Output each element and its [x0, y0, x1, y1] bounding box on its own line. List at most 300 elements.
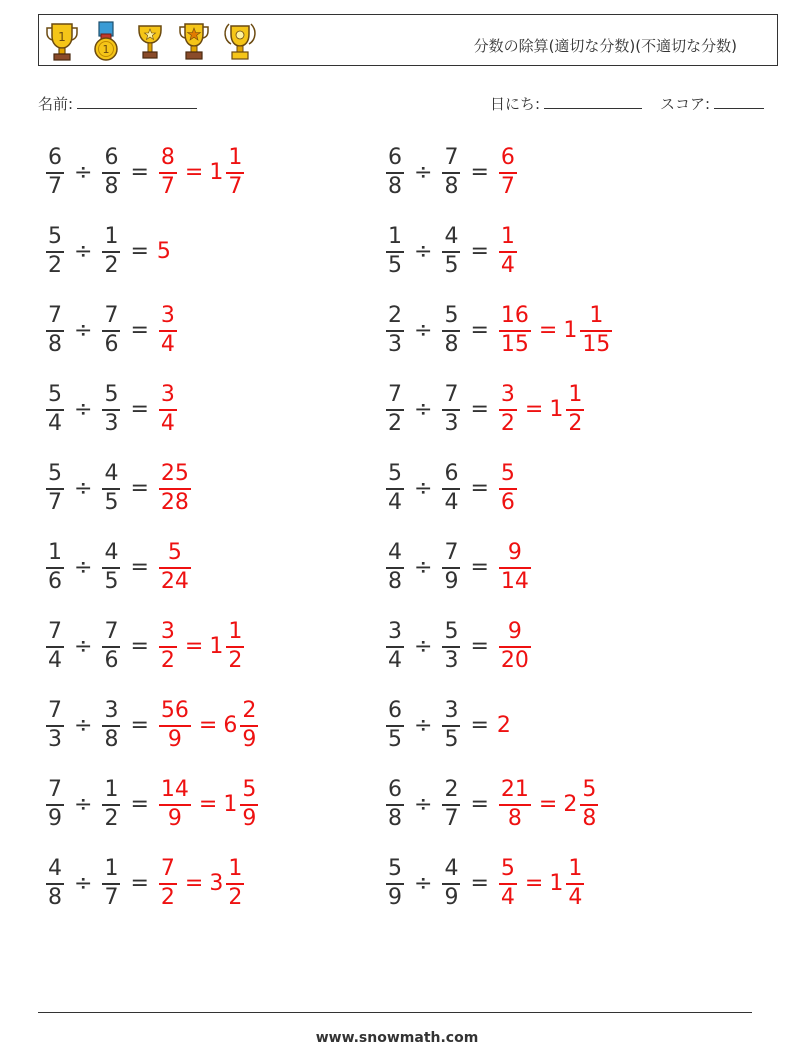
divisor-fraction [102, 700, 120, 751]
numerator: 7 [48, 303, 62, 328]
problem-item [384, 779, 600, 830]
mixed-fraction [580, 779, 598, 830]
numerator: 7 [388, 382, 402, 407]
denominator: 4 [444, 490, 459, 515]
numerator: 1 [589, 303, 604, 328]
equals-sign: = [130, 318, 149, 343]
denominator: 15 [582, 332, 611, 357]
problem-item [44, 384, 179, 435]
equals-sign: = [130, 713, 149, 738]
answer-equals-sign: = [184, 634, 204, 659]
problem-item [384, 858, 586, 909]
numerator: 6 [444, 461, 459, 486]
mixed-fraction [226, 621, 244, 672]
score-label: スコア: [660, 95, 711, 113]
problem-item [384, 463, 519, 514]
denominator: 8 [507, 806, 522, 831]
divide-sign: ÷ [414, 239, 433, 264]
numerator: 7 [48, 698, 62, 723]
denominator: 2 [48, 253, 62, 278]
answer [497, 542, 533, 593]
answer-fraction [499, 779, 531, 830]
divide-sign: ÷ [414, 397, 433, 422]
denominator: 2 [388, 411, 402, 436]
numerator: 7 [444, 540, 459, 565]
problem-item [384, 700, 512, 751]
denominator: 9 [167, 806, 182, 831]
problem-item [44, 700, 260, 751]
trophy-laurel-icon [221, 20, 259, 62]
divide-sign: ÷ [414, 871, 433, 896]
answer-fraction [499, 305, 531, 356]
denominator: 5 [104, 569, 119, 594]
numerator: 5 [48, 382, 62, 407]
problem-item [44, 305, 179, 356]
divisor-fraction [102, 384, 120, 435]
denominator: 6 [500, 490, 515, 515]
equals-sign: = [470, 160, 489, 185]
numerator: 3 [160, 303, 175, 328]
equals-sign: = [130, 160, 149, 185]
numerator: 5 [104, 382, 119, 407]
mixed-fraction [240, 779, 258, 830]
divisor-fraction [442, 305, 460, 356]
dividend-fraction [386, 305, 404, 356]
equals-sign: = [470, 555, 489, 580]
equals-sign: = [130, 634, 149, 659]
denominator: 4 [568, 885, 583, 910]
answer-fraction [159, 700, 191, 751]
numerator: 4 [388, 540, 402, 565]
divide-sign: ÷ [414, 318, 433, 343]
divisor-fraction [102, 463, 120, 514]
equals-sign: = [470, 318, 489, 343]
dividend-fraction [46, 542, 64, 593]
numerator: 5 [444, 303, 459, 328]
dividend-fraction [46, 305, 64, 356]
equals-sign: = [470, 792, 489, 817]
numerator: 56 [160, 698, 189, 723]
page-title: 分数の除算(適切な分数)(不適切な分数) [473, 37, 737, 55]
answer [497, 858, 586, 909]
denominator: 7 [444, 806, 459, 831]
divide-sign: ÷ [414, 792, 433, 817]
answer-fraction [159, 779, 191, 830]
numerator: 2 [388, 303, 402, 328]
date-field [490, 93, 642, 114]
mixed-whole: 1 [209, 634, 224, 659]
denominator: 4 [388, 648, 402, 673]
footer-url: www.snowmath.com [315, 1030, 479, 1046]
divide-sign: ÷ [74, 555, 93, 580]
numerator: 7 [444, 382, 459, 407]
equals-sign: = [130, 476, 149, 501]
denominator: 3 [444, 648, 459, 673]
numerator: 16 [500, 303, 529, 328]
numerator: 4 [444, 856, 459, 881]
answer-whole: 5 [156, 239, 171, 264]
denominator: 15 [500, 332, 529, 357]
medal-one-icon [89, 20, 123, 62]
answer [497, 713, 512, 738]
denominator: 4 [500, 885, 515, 910]
denominator: 5 [444, 727, 459, 752]
answer-fraction [159, 384, 177, 435]
score-blank[interactable] [714, 93, 764, 109]
numerator: 5 [500, 461, 515, 486]
numerator: 1 [500, 224, 515, 249]
denominator: 8 [444, 332, 459, 357]
numerator: 3 [444, 698, 459, 723]
divide-sign: ÷ [414, 634, 433, 659]
name-blank[interactable] [77, 93, 197, 109]
answer [497, 384, 586, 435]
svg-text:1: 1 [58, 30, 66, 44]
divisor-fraction [442, 779, 460, 830]
numerator: 2 [444, 777, 459, 802]
denominator: 6 [104, 648, 119, 673]
mixed-whole: 1 [549, 871, 564, 896]
divide-sign: ÷ [74, 634, 93, 659]
numerator: 14 [160, 777, 189, 802]
denominator: 5 [388, 253, 402, 278]
numerator: 8 [160, 145, 175, 170]
numerator: 7 [160, 856, 175, 881]
divide-sign: ÷ [414, 555, 433, 580]
answer [157, 621, 246, 672]
numerator: 1 [228, 145, 243, 170]
denominator: 7 [500, 174, 515, 199]
equals-sign: = [130, 239, 149, 264]
dividend-fraction [46, 621, 64, 672]
answer [497, 147, 519, 198]
mixed-whole: 1 [223, 792, 238, 817]
answer-fraction [159, 542, 191, 593]
divisor-fraction [442, 700, 460, 751]
problem-item [384, 621, 533, 672]
answer [157, 463, 193, 514]
dividend-fraction [386, 779, 404, 830]
answer-fraction [499, 858, 517, 909]
divisor-fraction [102, 779, 120, 830]
dividend-fraction [386, 700, 404, 751]
trophy-icons [45, 19, 269, 63]
numerator: 1 [104, 777, 119, 802]
denominator: 8 [48, 885, 62, 910]
denominator: 4 [48, 648, 62, 673]
answer-equals-sign: = [538, 792, 558, 817]
numerator: 5 [582, 777, 597, 802]
numerator: 4 [104, 540, 119, 565]
equals-sign: = [470, 397, 489, 422]
date-blank[interactable] [544, 93, 642, 109]
denominator: 9 [242, 806, 257, 831]
numerator: 4 [444, 224, 459, 249]
denominator: 9 [48, 806, 62, 831]
worksheet-header [38, 14, 778, 66]
dividend-fraction [386, 621, 404, 672]
answer-fraction [499, 147, 517, 198]
denominator: 9 [388, 885, 402, 910]
divisor-fraction [442, 542, 460, 593]
dividend-fraction [386, 463, 404, 514]
problem-item [44, 147, 246, 198]
answer [497, 226, 519, 277]
problem-item [44, 463, 193, 514]
name-field [38, 93, 197, 114]
answer [157, 147, 246, 198]
denominator: 9 [444, 569, 459, 594]
numerator: 7 [104, 619, 119, 644]
answer-fraction [159, 858, 177, 909]
answer-fraction [159, 463, 191, 514]
denominator: 4 [160, 332, 175, 357]
footer-divider [38, 1012, 752, 1013]
numerator: 9 [507, 619, 522, 644]
equals-sign: = [470, 713, 489, 738]
score-field [660, 93, 764, 114]
numerator: 3 [160, 619, 175, 644]
denominator: 4 [500, 253, 515, 278]
divide-sign: ÷ [74, 476, 93, 501]
numerator: 1 [568, 856, 583, 881]
denominator: 6 [104, 332, 119, 357]
dividend-fraction [46, 463, 64, 514]
numerator: 6 [104, 145, 119, 170]
denominator: 7 [228, 174, 243, 199]
denominator: 4 [48, 411, 62, 436]
divide-sign: ÷ [74, 397, 93, 422]
denominator: 2 [500, 411, 515, 436]
problem-item [384, 305, 614, 356]
date-label: 日にち: [490, 95, 541, 113]
numerator: 6 [388, 698, 402, 723]
denominator: 6 [48, 569, 62, 594]
denominator: 4 [160, 411, 175, 436]
divide-sign: ÷ [414, 160, 433, 185]
denominator: 3 [444, 411, 459, 436]
numerator: 1 [388, 224, 402, 249]
divisor-fraction [102, 226, 120, 277]
mixed-fraction [240, 700, 258, 751]
numerator: 1 [104, 856, 119, 881]
dividend-fraction [46, 384, 64, 435]
denominator: 9 [167, 727, 182, 752]
denominator: 9 [444, 885, 459, 910]
divide-sign: ÷ [74, 318, 93, 343]
divisor-fraction [442, 226, 460, 277]
dividend-fraction [46, 147, 64, 198]
numerator: 3 [500, 382, 515, 407]
mixed-whole: 1 [209, 160, 224, 185]
divisor-fraction [102, 542, 120, 593]
divisor-fraction [102, 147, 120, 198]
answer-equals-sign: = [184, 160, 204, 185]
divisor-fraction [102, 858, 120, 909]
divisor-fraction [442, 384, 460, 435]
mixed-whole: 3 [209, 871, 224, 896]
denominator: 8 [582, 806, 597, 831]
mixed-whole: 2 [563, 792, 578, 817]
denominator: 2 [104, 253, 119, 278]
answer-equals-sign: = [184, 871, 204, 896]
numerator: 1 [228, 619, 243, 644]
answer-fraction [499, 384, 517, 435]
numerator: 5 [242, 777, 257, 802]
denominator: 2 [160, 885, 175, 910]
answer-equals-sign: = [524, 871, 544, 896]
answer [157, 239, 172, 264]
dividend-fraction [386, 858, 404, 909]
answer-whole: 2 [496, 713, 511, 738]
answer-equals-sign: = [198, 713, 218, 738]
problem-item [384, 384, 586, 435]
numerator: 6 [388, 145, 402, 170]
divide-sign: ÷ [414, 713, 433, 738]
mixed-fraction [566, 384, 584, 435]
answer [157, 384, 179, 435]
answer [157, 305, 179, 356]
equals-sign: = [130, 397, 149, 422]
problem-item [44, 779, 260, 830]
denominator: 8 [444, 174, 459, 199]
numerator: 7 [48, 777, 62, 802]
equals-sign: = [470, 634, 489, 659]
trophy-star-small-icon [133, 20, 167, 62]
denominator: 2 [104, 806, 119, 831]
mixed-whole: 6 [223, 713, 238, 738]
denominator: 20 [500, 648, 529, 673]
problem-item [44, 858, 246, 909]
problem-item [384, 542, 533, 593]
denominator: 5 [104, 490, 119, 515]
divisor-fraction [102, 305, 120, 356]
dividend-fraction [386, 226, 404, 277]
numerator: 1 [228, 856, 243, 881]
equals-sign: = [130, 555, 149, 580]
denominator: 8 [48, 332, 62, 357]
denominator: 7 [48, 174, 62, 199]
denominator: 7 [104, 885, 119, 910]
answer-fraction [159, 305, 177, 356]
denominator: 8 [104, 174, 119, 199]
numerator: 5 [388, 856, 402, 881]
numerator: 25 [160, 461, 189, 486]
denominator: 2 [228, 885, 243, 910]
problem-item [384, 226, 519, 277]
divide-sign: ÷ [74, 160, 93, 185]
divide-sign: ÷ [74, 239, 93, 264]
answer-fraction [159, 147, 177, 198]
denominator: 5 [388, 727, 402, 752]
numerator: 21 [500, 777, 529, 802]
denominator: 8 [388, 174, 402, 199]
divisor-fraction [442, 858, 460, 909]
divide-sign: ÷ [74, 871, 93, 896]
dividend-fraction [386, 384, 404, 435]
numerator: 6 [48, 145, 62, 170]
divide-sign: ÷ [74, 792, 93, 817]
equals-sign: = [470, 871, 489, 896]
denominator: 3 [104, 411, 119, 436]
numerator: 6 [500, 145, 515, 170]
numerator: 5 [500, 856, 515, 881]
answer-equals-sign: = [198, 792, 218, 817]
denominator: 8 [388, 569, 402, 594]
divide-sign: ÷ [74, 713, 93, 738]
numerator: 7 [48, 619, 62, 644]
answer [157, 542, 193, 593]
answer [157, 779, 260, 830]
trophy-one-icon [45, 20, 79, 62]
dividend-fraction [386, 542, 404, 593]
answer [497, 779, 600, 830]
problem-item [44, 226, 172, 277]
denominator: 2 [228, 648, 243, 673]
denominator: 28 [160, 490, 189, 515]
denominator: 2 [160, 648, 175, 673]
divisor-fraction [102, 621, 120, 672]
divide-sign: ÷ [414, 476, 433, 501]
answer-fraction [499, 542, 531, 593]
numerator: 2 [242, 698, 257, 723]
problem-item [44, 542, 193, 593]
numerator: 4 [104, 461, 119, 486]
equals-sign: = [130, 871, 149, 896]
answer-fraction [499, 226, 517, 277]
mixed-fraction [566, 858, 584, 909]
numerator: 1 [104, 224, 119, 249]
dividend-fraction [386, 147, 404, 198]
dividend-fraction [46, 226, 64, 277]
denominator: 3 [48, 727, 62, 752]
numerator: 7 [444, 145, 459, 170]
answer-fraction [499, 463, 517, 514]
dividend-fraction [46, 700, 64, 751]
numerator: 7 [104, 303, 119, 328]
numerator: 5 [48, 461, 62, 486]
numerator: 3 [160, 382, 175, 407]
denominator: 8 [104, 727, 119, 752]
numerator: 5 [444, 619, 459, 644]
equals-sign: = [130, 792, 149, 817]
mixed-fraction [580, 305, 612, 356]
name-label: 名前: [38, 95, 74, 113]
numerator: 1 [568, 382, 583, 407]
numerator: 3 [388, 619, 402, 644]
dividend-fraction [46, 779, 64, 830]
answer [157, 700, 260, 751]
denominator: 24 [160, 569, 189, 594]
numerator: 5 [48, 224, 62, 249]
numerator: 3 [104, 698, 119, 723]
denominator: 3 [388, 332, 402, 357]
numerator: 1 [48, 540, 62, 565]
denominator: 7 [48, 490, 62, 515]
trophy-star-icon [177, 20, 211, 62]
answer [157, 858, 246, 909]
answer-equals-sign: = [538, 318, 558, 343]
answer-fraction [499, 621, 531, 672]
numerator: 4 [48, 856, 62, 881]
numerator: 5 [388, 461, 402, 486]
answer-equals-sign: = [524, 397, 544, 422]
equals-sign: = [470, 239, 489, 264]
divisor-fraction [442, 463, 460, 514]
numerator: 9 [507, 540, 522, 565]
numerator: 6 [388, 777, 402, 802]
problem-item [44, 621, 246, 672]
